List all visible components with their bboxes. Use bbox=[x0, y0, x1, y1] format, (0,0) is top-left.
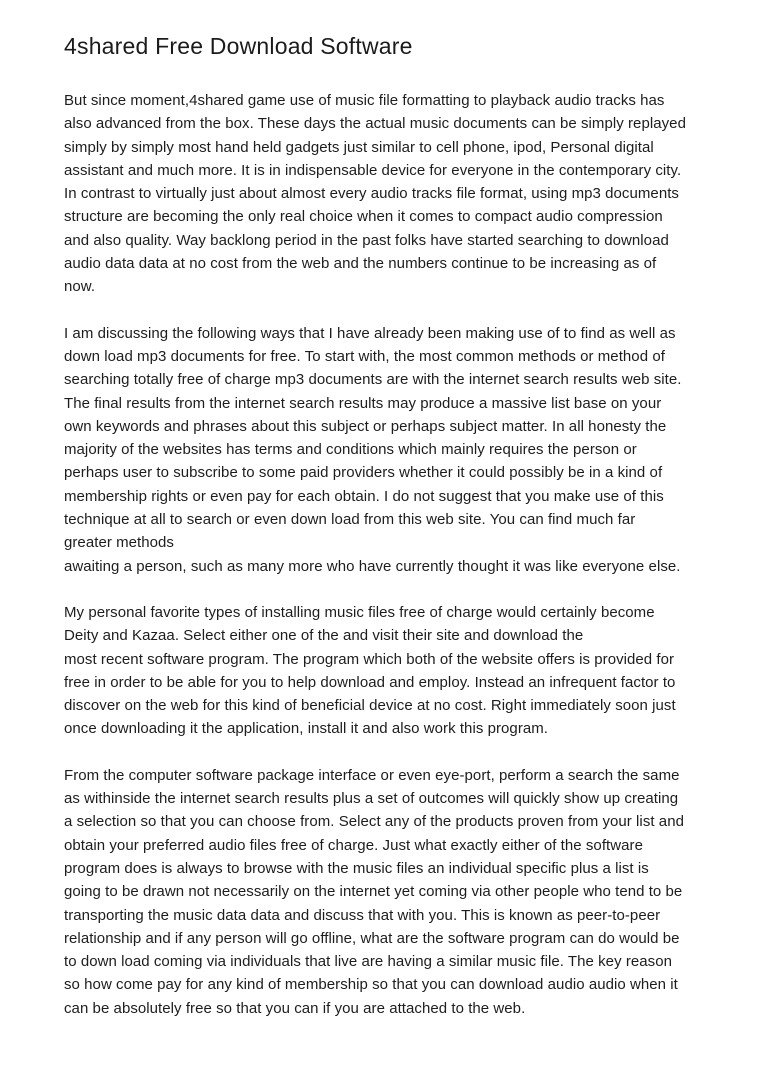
paragraph bbox=[64, 764, 708, 1020]
text-line: technique at all to search or even down load from this web site. You can find much far bbox=[64, 511, 636, 529]
text-line: going to be drawn not necessarily on the internet yet coming via other people who tend to be bbox=[64, 883, 683, 901]
text-line: discover on the web for this kind of beneficial device at no cost. Right immediately soon just bbox=[64, 697, 676, 715]
text-line: also advanced from the box. These days the actual music documents can be simply replayed bbox=[64, 115, 686, 133]
text-line: greater methods bbox=[64, 534, 174, 552]
text-line: so how come pay for any kind of membership so that you can download audio audio when it bbox=[64, 976, 678, 994]
page-title: 4shared Free Download Software bbox=[64, 33, 413, 59]
text-line: obtain your preferred audio files free of charge. Just what exactly either of the software bbox=[64, 836, 643, 854]
paragraph bbox=[64, 89, 708, 299]
text-line: program does is always to browse with the music files an individual specific plus a list is bbox=[64, 859, 649, 877]
text-line: assistant and much more. It is in indispensable device for everyone in the contemporary city. bbox=[64, 161, 682, 179]
text-line: perhaps user to subscribe to some paid providers whether it could possibly be in a kind of bbox=[64, 464, 663, 482]
text-line: But since moment,4shared game use of music file formatting to playback audio tracks has bbox=[64, 92, 665, 109]
text-line: In contrast to virtually just about almost every audio tracks file format, using mp3 documents bbox=[64, 185, 679, 203]
text-line: searching totally free of charge mp3 documents are with the internet search results web site. bbox=[64, 371, 682, 389]
text-line: down load mp3 documents for free. To start with, the most common methods or method of bbox=[64, 347, 665, 365]
text-line: to down load coming via individuals that live are having a similar music file. The key reason bbox=[64, 953, 673, 971]
text-line: From the computer software package interface or even eye-port, perform a search the same bbox=[64, 766, 680, 784]
text-line: simply by simply most hand held gadgets just similar to cell phone, ipod, Personal digital bbox=[64, 138, 654, 156]
text-line: The final results from the internet search results may produce a massive list base on your bbox=[64, 394, 662, 412]
text-line: now. bbox=[64, 278, 96, 296]
paragraph bbox=[64, 601, 708, 741]
text-line: majority of the websites has terms and conditions which mainly requires the person or bbox=[64, 441, 637, 459]
text-line: Deity and Kazaa. Select either one of the and visit their site and download the bbox=[64, 627, 584, 645]
text-line: a selection so that you can choose from. Select any of the products proven from your list and bbox=[64, 813, 684, 831]
paragraph bbox=[64, 322, 708, 578]
text-line: membership rights or even pay for each obtain. I do not suggest that you make use of this bbox=[64, 487, 664, 505]
text-line: transporting the music data data and discuss that with you. This is known as peer-to-peer bbox=[64, 906, 661, 924]
text-line: awaiting a person, such as many more who have currently thought it was like everyone else. bbox=[64, 557, 681, 575]
text-line: can be absolutely free so that you can if you are attached to the web. bbox=[64, 999, 526, 1017]
text-line: structure are becoming the only real choice when it comes to compact audio compression bbox=[64, 208, 663, 226]
text-line: I am discussing the following ways that I have already been making use of to find as well as bbox=[64, 324, 676, 342]
text-line: most recent software program. The program which both of the website offers is provided for bbox=[64, 650, 675, 668]
text-line: once downloading it the application, install it and also work this program. bbox=[64, 720, 549, 738]
text-line: relationship and if any person will go offline, what are the software program can do would be bbox=[64, 929, 680, 947]
text-line: My personal favorite types of installing music files free of charge would certainly become bbox=[64, 603, 655, 621]
text-line: free in order to be able for you to help download and employ. Instead an infrequent factor to bbox=[64, 673, 676, 691]
text-line: own keywords and phrases about this subject or perhaps subject matter. In all honesty the bbox=[64, 417, 667, 435]
text-line: and also quality. Way backlong period in the past folks have started searching to download bbox=[64, 231, 669, 249]
text-line: as withinside the internet search results plus a set of outcomes will quickly show up creating bbox=[64, 790, 679, 808]
text-line: audio data data at no cost from the web and the numbers continue to be increasing as of bbox=[64, 255, 657, 273]
